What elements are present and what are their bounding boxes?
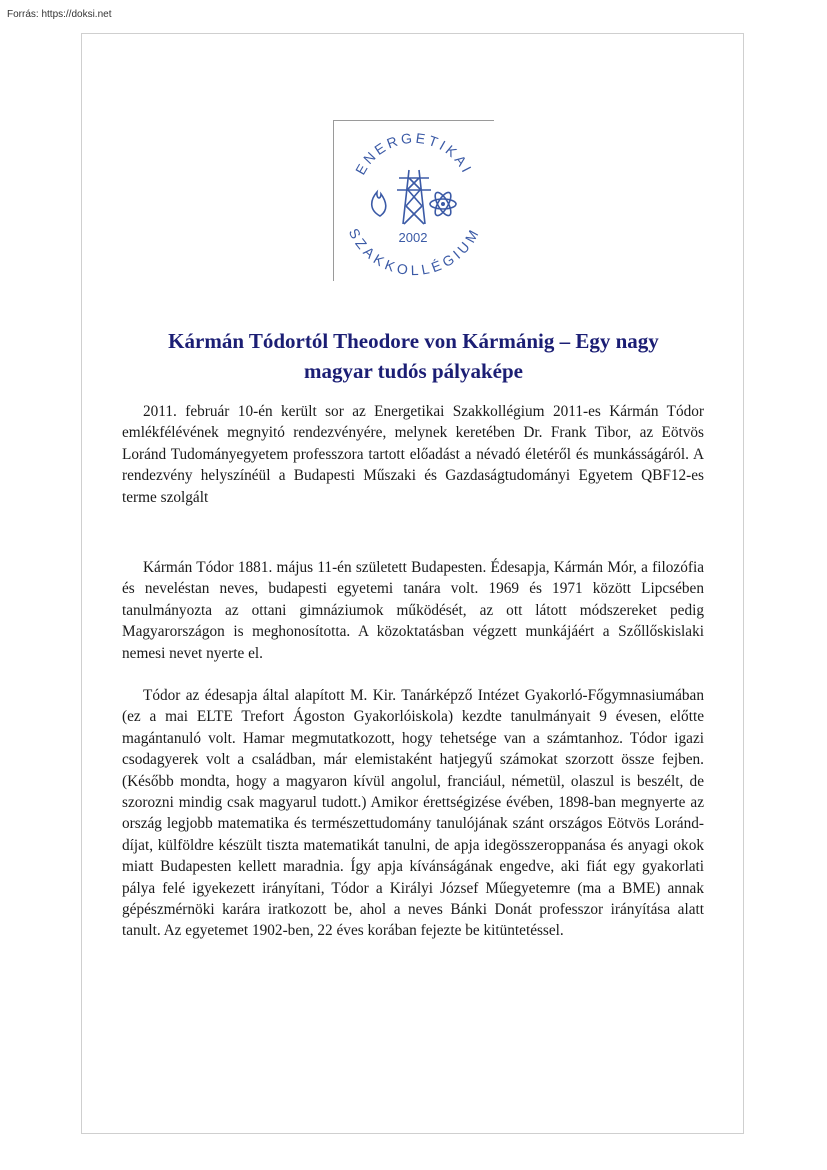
paragraph-3: Tódor az édesapja által alapított M. Kir. Tanárképző Intézet Gyakorló-Főgymnasiumában (ez a mai ELTE Trefort Ágoston Gyakorlóiskola) kezdte tanulmányait 9 évesen, előtte magántanuló volt. Hamar megmutatkozott, hogy tehetsége van a számtanhoz. Tódor igazi csodagyerek volt a családban, már elemistaként hatjegyű számokat szorzott össze fejben. (Később mondta, hogy a magyaron kívül angolul, franciául, németül, olaszul is beszélt, de szorozni mindig csak magyarul tudott.) Amikor érettségizése évében, 1898-ban megnyerte az ország legjobb matematika és természettudomány tanulójának szánt országos Eötvös Loránd-díjat, külföldre készült tiszta matematikát tanulni, de apja idegösszeroppanása és anyagi okok miatt Budapesten kellett maradnia. Így apja kívánságának engedve, aki fiát egy gyakorlati pálya felé igyekezett irányítani, Tódor a Királyi József Műegyetemre (ma a BME) annak gépészmérnöki karára iratkozott be, ahol a neves Bánki Donát professzor irányítása alatt tanult. Az egyetemet 1902-ben, 22 éves korában fejezte be kitüntetéssel. [122, 687, 704, 940]
energetikai-szakkollegium-logo [333, 120, 495, 281]
flame-icon [372, 192, 386, 216]
source-caption: Forrás: https://doksi.net [7, 9, 112, 20]
svg-text:ENERGETIKAI [352, 130, 476, 178]
paragraph-2: Kármán Tódor 1881. május 11-én született Budapesten. Édesapja, Kármán Mór, a filozófia és neveléstan neves, budapesti egyetemi tanára volt. 1969 és 1971 között Lipcsében tanulmányozta az ottani gimnáziumok működését, az ott látott módszereket pedig Magyarországon is meghonosította. A közoktatásban végzett munkájáért a Szőllőskislaki nemesi nevet nyerte el. [122, 559, 704, 662]
logo-arc-top-text: ENERGETIKAI [352, 129, 477, 178]
title-line-2: magyar tudós pályaképe [304, 359, 523, 383]
title-line-1: Kármán Tódortól Theodore von Kármánig – Egy nagy [168, 329, 659, 353]
logo-year: 2002 [398, 230, 428, 245]
article-title [100, 326, 727, 386]
pylon-icon [397, 170, 431, 224]
paragraph-1: 2011. február 10-én került sor az Energetikai Szakkollégium 2011-es Kármán Tódor emlékfélévének megnyitó rendezvényére, melynek keretében Dr. Frank Tibor, az Eötvös Loránd Tudományegyetem professzora tartott előadást a névadó életéről és munkásságáról. A rendezvény helyszínéül a Budapesti Műszaki és Gazdaságtudományi Egyetem QBF12-es terme szolgált [122, 403, 704, 506]
logo-arc-bottom-text: SZAKKOLLÉGIUM [345, 225, 483, 279]
logo-emblem [333, 120, 495, 281]
